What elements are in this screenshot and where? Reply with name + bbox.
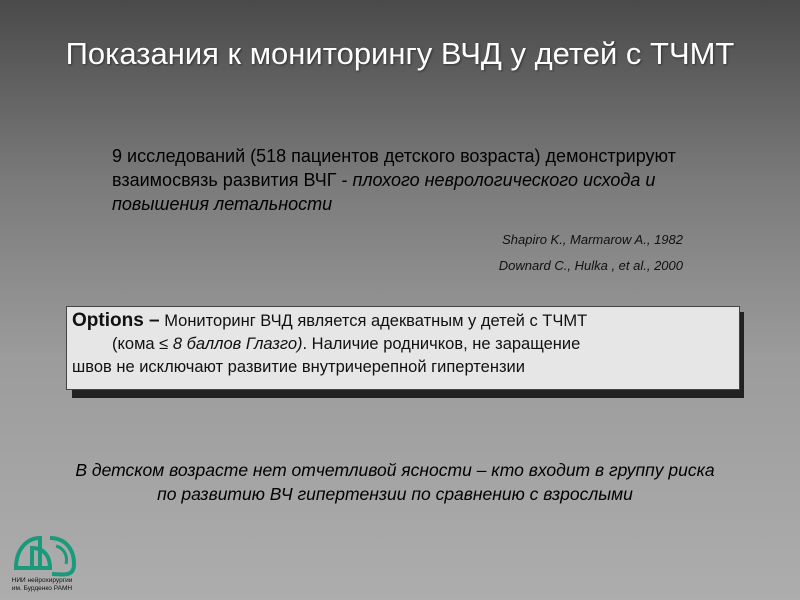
study-text	[112, 144, 702, 216]
options-line2-pre: (кома ≤	[112, 335, 173, 353]
options-line3: швов не исключают развитие внутричерепной гипертензии	[72, 358, 525, 376]
options-line2-rest: . Наличие родничков, не заращение	[302, 335, 581, 353]
reference-shapiro: Shapiro K., Marmarow A., 1982	[502, 232, 683, 247]
logo-caption	[2, 577, 82, 593]
logo-caption-line2: им. Бурденко РАМН	[11, 585, 73, 592]
options-line2-italic: 8 баллов Глазго)	[172, 335, 303, 353]
study-text-normal: 9 исследований (518 пациентов детского возраста) демонстрируют взаимосвязь развития ВЧГ -	[112, 146, 676, 190]
options-box	[66, 306, 740, 390]
options-line1: Мониторинг ВЧД является адекватным у детей с ТЧМТ	[159, 312, 588, 330]
logo-caption-line1: НИИ нейрохирургии	[11, 577, 73, 584]
study-text-italic: плохого неврологического исхода и повышения летальности	[112, 170, 656, 214]
options-heading: Options –	[72, 310, 160, 331]
reference-downard: Downard C., Hulka , et al., 2000	[498, 258, 683, 273]
slide-title: Показания к мониторингу ВЧД у детей с ТЧМТ	[65, 36, 735, 71]
risk-group-note: В детском возрасте нет отчетливой ясности – кто входит в группу риска по развитию ВЧ гипертензии по сравнению с взрослыми	[75, 460, 715, 504]
